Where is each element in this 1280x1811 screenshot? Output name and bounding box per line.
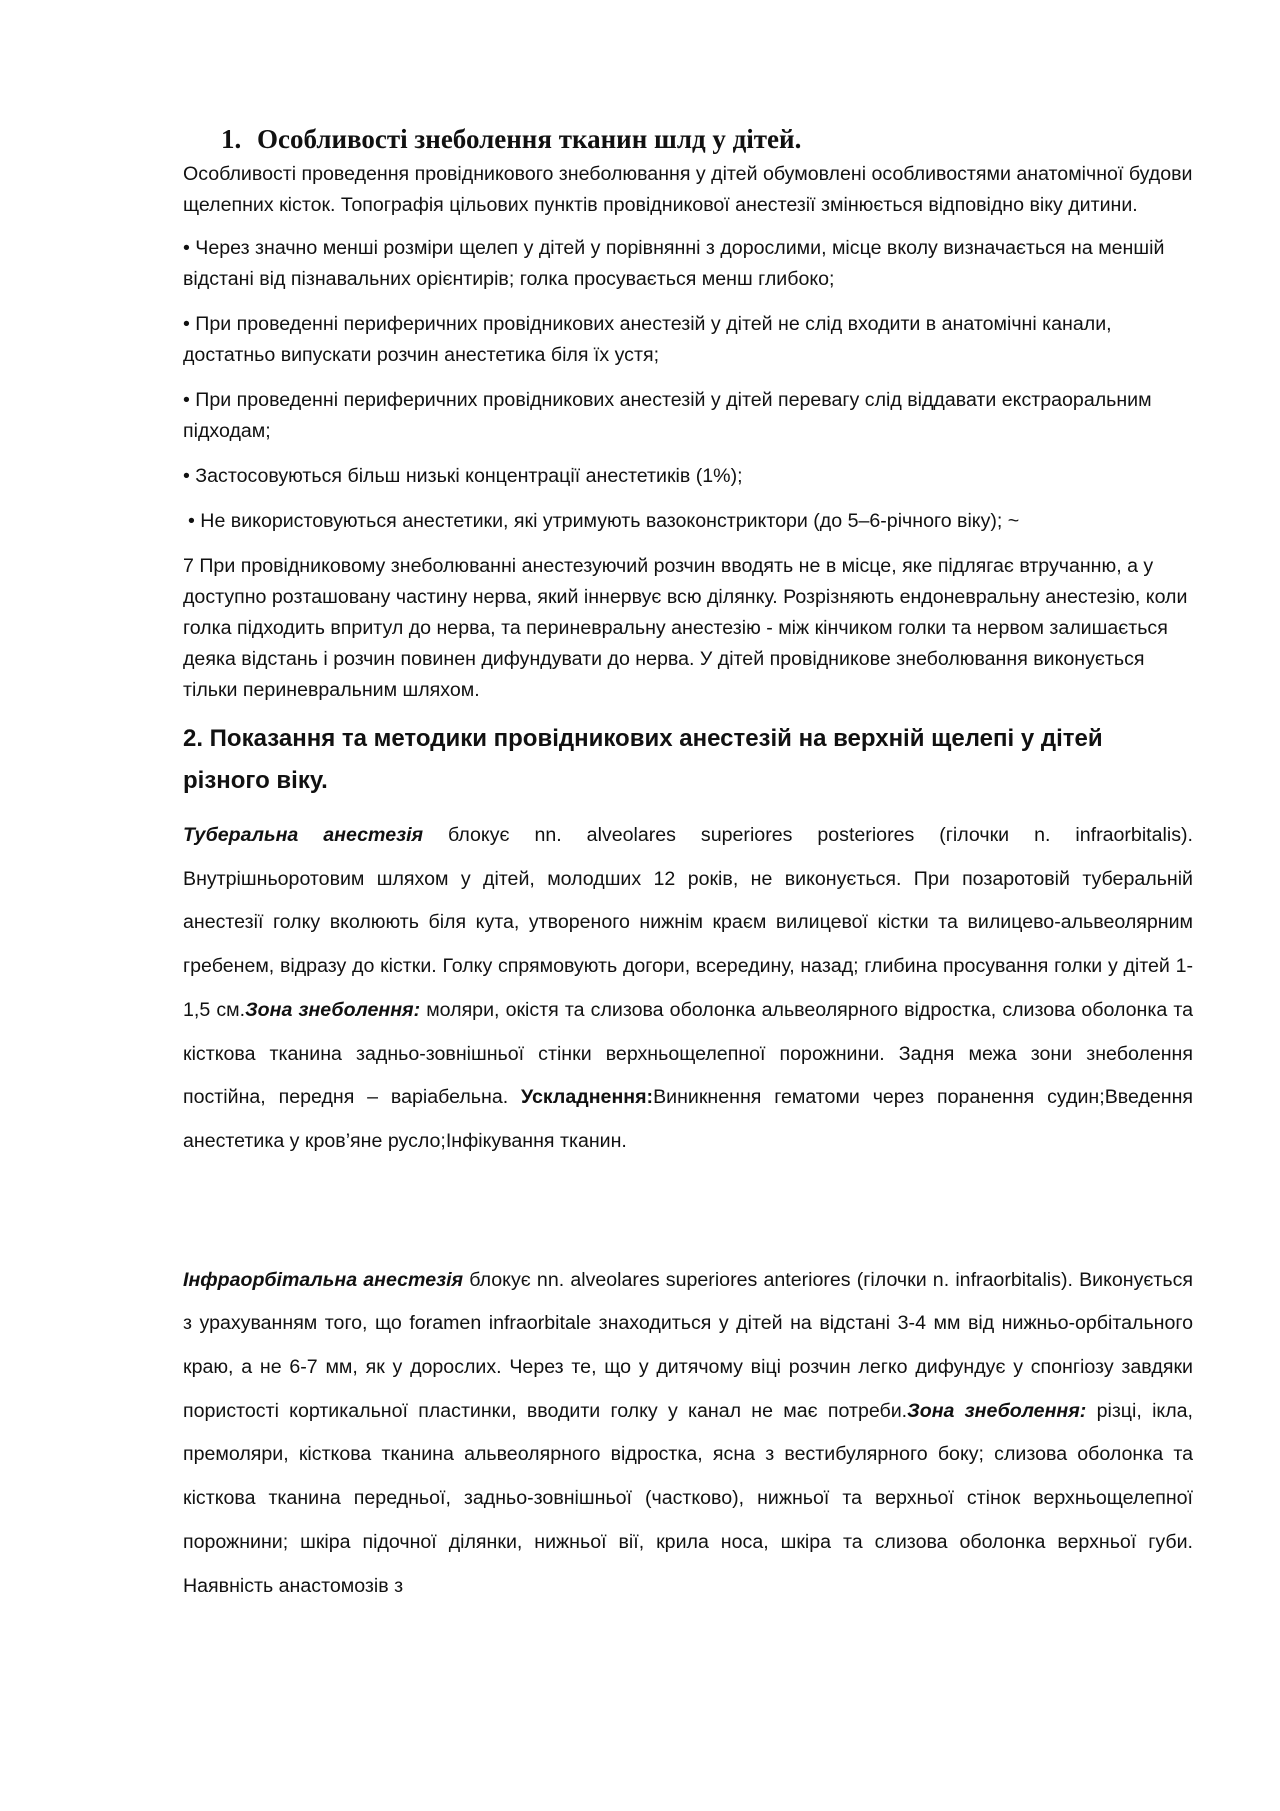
tuberal-text-1: блокує nn. alveolares superiores posteriores (гілочки n. infraorbitalis). Внутрішньоротовим шляхом у дітей, молодших 12 років, не виконується. При позаротовій туберальній анестезії голку вколюють біля кута, утвореного нижнім краєм вилицевої кістки та вилицево-альвеолярним гребенем, відразу до кістки. Голку спрямовують догори, всередину, назад; глибина просування голки у дітей 1-1,5 см. [183, 824, 1193, 1021]
bullet-item: • При проведенні периферичних провідникових анестезій у дітей не слід входити в анатомічні канали, достатньо випускати розчин анестетика біля їх устя; [183, 313, 1112, 366]
bullet-item: • Застосовуються більш низькі концентрації анестетиків (1%); [183, 465, 743, 487]
section-1-title: Особливості знеболення тканин шлд у дітей. [257, 124, 802, 154]
infraorbital-text-1: блокує nn. alveolares superiores anteriores (гілочки n. infraorbitalis). Виконується з урахуванням того, що foramen infraorbitale знаходиться у дітей на відстані 3-4 мм від нижньо-орбітального краю, а не 6-7 мм, як у дорослих. Через те, що у дитячому віці розчин легко дифундує у спонгіозу завдяки пористості кортикальної пластинки, вводити голку у канал не має потреби. [183, 1268, 1193, 1422]
section-1-number: 1. [221, 124, 242, 154]
infraorbital-zone-label: Зона знеболення: [907, 1399, 1087, 1422]
infraorbital-text-2: різці, ікла, премоляри, кісткова тканина альвеолярного відростка, ясна з вестибулярного боку; слизова оболонка та кісткова тканина передньої, задньо-зовнішньої (частково), нижньої та верхньої стінок верхньощелепної порожнини; шкіра підочної ділянки, нижньої вії, крила носа, шкіра та слизова оболонка верхньої губи. Наявність анастомозів з [183, 1399, 1193, 1597]
tuberal-zone-label: Зона знеболення: [245, 998, 421, 1021]
tuberal-term: Туберальна анестезія [183, 824, 424, 846]
tuberal-complications-label: Ускладнення: [521, 1086, 654, 1109]
section-1-paragraph: 7 При провідниковому знеболюванні анестезуючий розчин вводять не в місце, яке підлягає втручанню, а у доступно розташовану частину нерва, який іннервує всю ділянку. Розрізняють ендоневральну анестезію, коли голка підходить впритул до нерва, та периневральну анестезію - між кінчиком голки та нервом залишається деяка відстань і розчин повинен дифундувати до нерва. У дітей провідникове знеболювання виконується тільки периневральним шляхом. [183, 555, 1188, 701]
section-1-intro: Особливості проведення провідникового знеболювання у дітей обумовлені особливостями анатомічної будови щелепних кісток. Топографія цільових пунктів провідникової анестезії змінюється відповідно віку дитини. [183, 163, 1193, 216]
bullet-item: • Не використовуються анестетики, які утримують вазоконстриктори (до 5–6-річного віку); ~ [188, 510, 1020, 532]
paragraph-gap [183, 1164, 1193, 1259]
infraorbital-term: Інфраорбітальна анестезія [183, 1268, 464, 1291]
section-2-heading: 2. Показання та методики провідникових анестезій на верхній щелепі у дітей різного віку. [183, 725, 1103, 794]
infraorbital-anesthesia-paragraph [183, 1259, 1193, 1609]
tuberal-text-2: моляри, окістя та слизова оболонка альвеолярного відростка, слизова оболонка та кісткова тканина задньо-зовнішньої стінки верхньощелепної порожнини. Задня межа зони знеболення постійна, передня – варіабельна. [183, 998, 1193, 1109]
tuberal-text-3: Виникнення гематоми через поранення судин;Введення анестетика у кров’яне русло;Інфікування тканин. [183, 1086, 1193, 1152]
bullet-item: • Через значно менші розміри щелеп у дітей у порівнянні з дорослими, місце вколу визначається на меншій відстані від пізнавальних орієнтирів; голка просувається менш глибоко; [183, 237, 1165, 290]
document-page [183, 118, 1193, 1608]
section-1-heading [221, 124, 1193, 154]
tuberal-anesthesia-paragraph [183, 814, 1193, 1164]
bullet-item: • При проведенні периферичних провідникових анестезій у дітей перевагу слід віддавати екстраоральним підходам; [183, 389, 1152, 442]
